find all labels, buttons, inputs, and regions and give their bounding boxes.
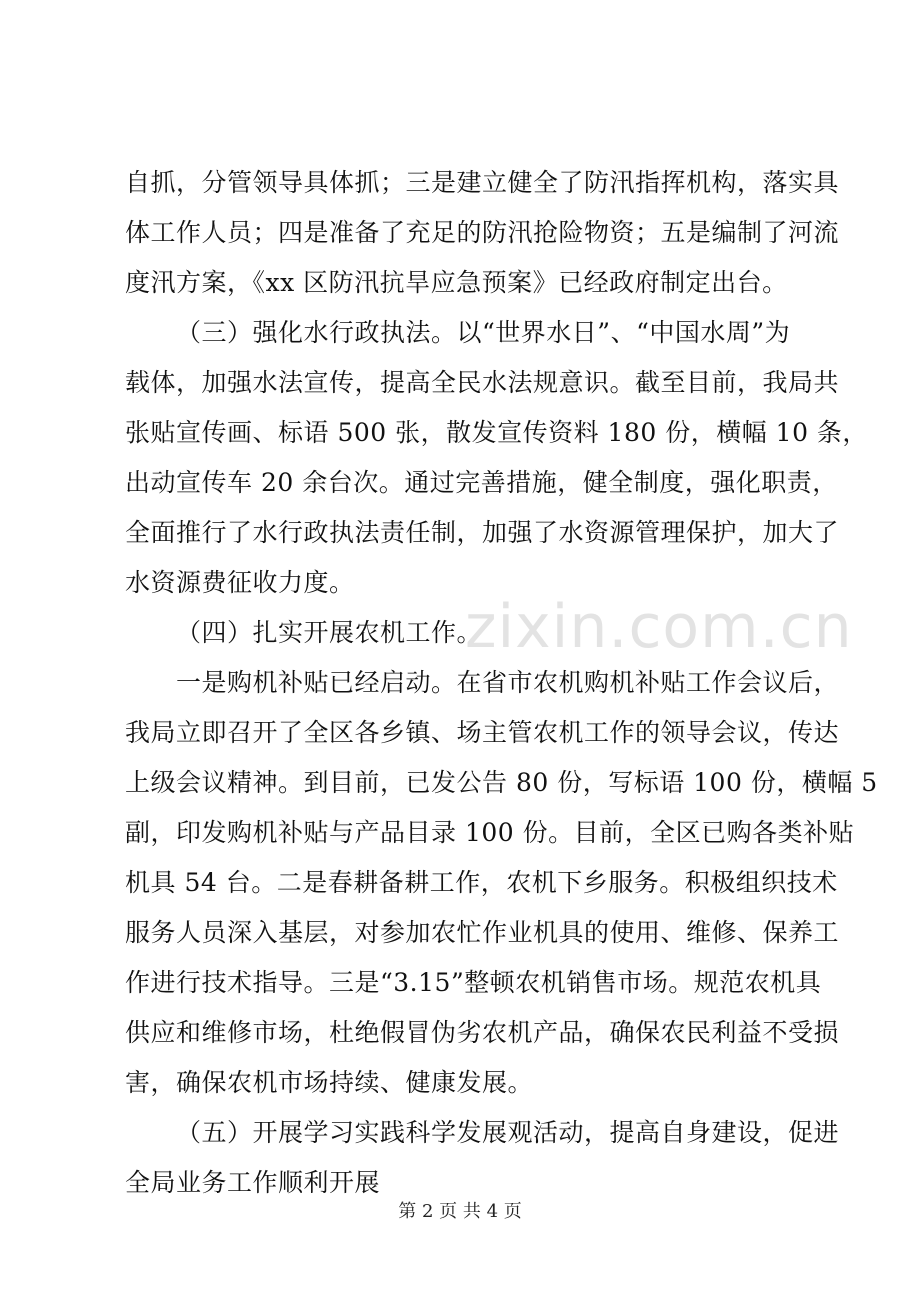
text-line: 副，印发购机补贴与产品目录 100 份。目前，全区已购各类补贴 [125,818,855,847]
watermark: zixin.com.cn [465,592,853,662]
text-line: 张贴宣传画、标语 500 张，散发宣传资料 180 份，横幅 10 条， [125,418,868,447]
text-line: 一是购机补贴已经启动。在省市农机购机补贴工作会议后， [176,668,840,697]
text-line: 害，确保农机市场持续、健康发展。 [125,1068,534,1097]
page-footer: 第 2 页 共 4 页 [398,1201,522,1222]
text-line: 体工作人员；四是准备了充足的防汛抢险物资；五是编制了河流 [125,218,840,247]
text-line: 作进行技术指导。三是“3.15”整顿农机销售市场。规范农机具 [125,968,822,997]
text-line: 载体，加强水法宣传，提高全民水法规意识。截至目前，我局共 [125,368,840,397]
text-line: 自抓，分管领导具体抓；三是建立健全了防汛指挥机构，落实具 [125,168,840,197]
text-line: 供应和维修市场，杜绝假冒伪劣农机产品，确保农民利益不受损 [125,1018,840,1047]
text-line: 上级会议精神。到目前，已发公告 80 份，写标语 100 份，横幅 5 [125,768,878,797]
text-line: （四）扎实开展农机工作。 [176,618,483,647]
text-line: （五）开展学习实践科学发展观活动，提高自身建设，促进 [176,1118,840,1147]
text-line: 全面推行了水行政执法责任制，加强了水资源管理保护，加大了 [125,518,840,547]
text-line: 服务人员深入基层，对参加农忙作业机具的使用、维修、保养工 [125,918,840,947]
text-line: 机具 54 台。二是春耕备耕工作，农机下乡服务。积极组织技术 [125,868,838,897]
text-line: 我局立即召开了全区各乡镇、场主管农机工作的领导会议，传达 [125,718,840,747]
text-line: 出动宣传车 20 余台次。通过完善措施，健全制度，强化职责， [125,468,838,497]
text-line: 度汛方案，《xx 区防汛抗旱应急预案》已经政府制定出台。 [125,268,788,297]
text-line: 全局业务工作顺利开展 [125,1168,381,1197]
text-line: 水资源费征收力度。 [125,568,355,597]
text-line: （三）强化水行政执法。以“世界水日”、“中国水周”为 [176,318,791,347]
